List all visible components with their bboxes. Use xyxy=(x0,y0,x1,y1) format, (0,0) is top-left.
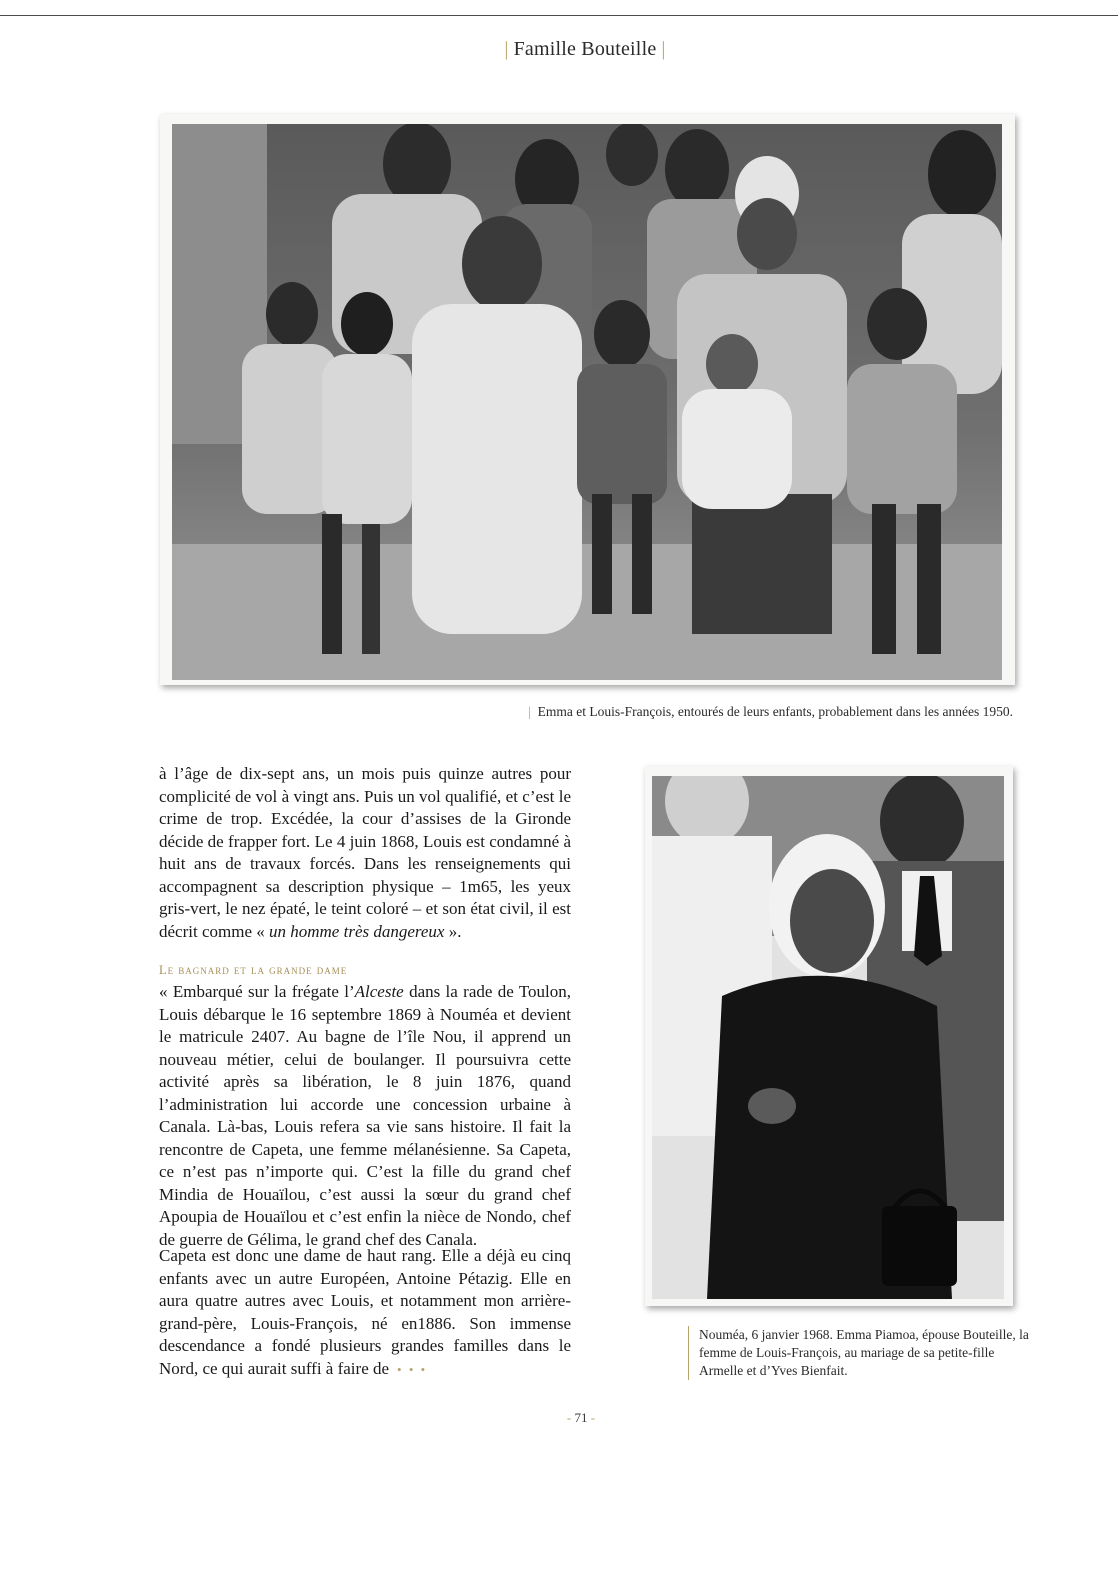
family-group-photo xyxy=(160,114,1015,685)
paragraph-1-end: ». xyxy=(444,921,462,941)
ship-name: Alceste xyxy=(354,982,404,1001)
family-photo-caption xyxy=(528,704,1013,720)
paragraph-3 xyxy=(159,1245,571,1381)
folio-dash-right: - xyxy=(590,1410,596,1425)
head-bar-right: | xyxy=(661,38,666,60)
page-number-value: 71 xyxy=(574,1410,588,1425)
paragraph-2 xyxy=(159,981,571,1251)
section-title: Le bagnard et la grande dame xyxy=(159,963,348,977)
running-head xyxy=(0,38,1118,61)
continuation-mark: • • • xyxy=(397,1361,428,1377)
folio-dash-left: - xyxy=(566,1410,572,1425)
paragraph-2-start: « Embarqué sur la frégate l’ xyxy=(159,982,355,1001)
paragraph-3-text: Capeta est donc une dame de haut rang. Elle a déjà eu cinq enfants avec un autre Européen, Antoine Pétazig. Elle en aura quatre autres avec Louis, et notamment mon arrière-grand-père, Louis-François, né en1886. Son immense descendance a fondé plusieurs grandes familles dans le Nord, ce qui aurait suffi à faire de xyxy=(159,1246,571,1378)
running-head-title: Famille Bouteille xyxy=(513,38,657,60)
page-number xyxy=(0,1410,1118,1426)
family-photo-caption-text: Emma et Louis-François, entourés de leurs enfants, probablement dans les années 1950. xyxy=(537,704,1013,719)
emma-portrait-photo xyxy=(645,766,1013,1306)
paragraph-1 xyxy=(159,763,571,943)
paragraph-2-text: dans la rade de Toulon, Louis débarque le 16 septembre 1869 à Nouméa et devient le matricule 2407. Au bagne de l’île Nou, il apprend un nouveau métier, celui de boulanger. Il poursuivra cette activité après sa libération, le 8 juin 1876, quand l’administration lui accorde une concession urbaine à Canala. Là-bas, Louis refera sa vie sans histoire. Il fait la rencontre de Capeta, une femme mélanésienne. Sa Capeta, ce n’est pas n’importe qui. C’est la fille du grand chef Mindia de Houaïlou, c’est aussi la sœur du grand chef Apoupia de Houaïlou et c’est enfin la nièce de Nondo, chef de guerre de Gélima, le grand chef des Canala. xyxy=(159,982,571,1249)
family-group-photo-image xyxy=(172,124,1002,680)
portrait-caption-text: Nouméa, 6 janvier 1968. Emma Piamoa, épouse Bouteille, la femme de Louis-François, au mariage de sa petite-fille Armelle et d’Yves Bienfait. xyxy=(699,1327,1029,1378)
top-rule xyxy=(0,15,1118,16)
head-bar-left: | xyxy=(504,38,509,60)
caption-bar: | xyxy=(528,704,531,719)
portrait-caption xyxy=(688,1326,1029,1380)
emma-portrait-photo-image xyxy=(652,776,1004,1299)
paragraph-1-text: à l’âge de dix-sept ans, un mois puis quinze autres pour complicité de vol à vingt ans. Puis un vol qualifié, et c’est le crime de trop. Excédée, la cour d’assises de la Gironde décide de frapper fort. Le 4 juin 1868, Louis est condamné à huit ans de travaux forcés. Dans les renseignements qui accompagnent sa description physique – 1m65, les yeux gris-vert, le nez épaté, le teint coloré – et son état civil, il est décrit comme « xyxy=(159,764,571,941)
paragraph-1-quote: un homme très dangereux xyxy=(269,921,445,941)
